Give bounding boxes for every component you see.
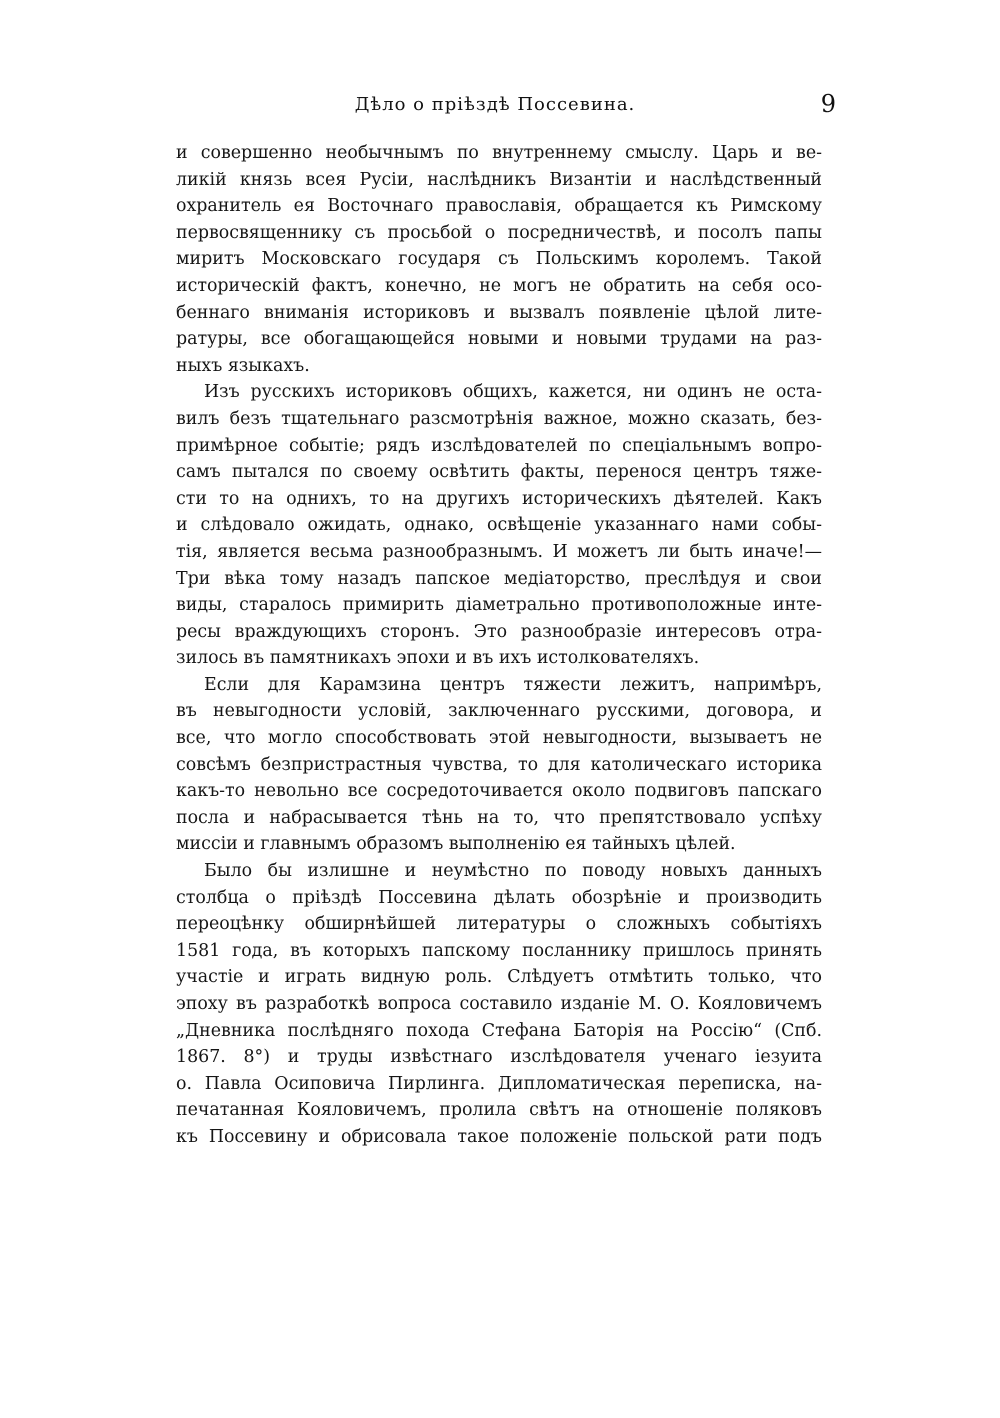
text-line: посла и набрасывается тѣнь на то, что препятствовало успѣху <box>176 807 822 828</box>
body-text <box>176 140 822 1151</box>
text-line: Изъ русскихъ историковъ общихъ, кажется, ни одинъ не оста- <box>204 382 822 403</box>
text-line: въ невыгодности условій, заключеннаго русскими, договора, и <box>176 701 822 722</box>
text-line: все, что могло способствовать этой невыгодности, вызываетъ не <box>176 728 822 749</box>
text-line: какъ-то невольно все сосредоточивается около подвиговъ папскаго <box>176 781 822 802</box>
text-line: участіе и играть видную роль. Слѣдуетъ отмѣтить только, что <box>176 967 822 988</box>
text-line: миритъ Московскаго государя съ Польскимъ королемъ. Такой <box>176 249 822 270</box>
text-line: и слѣдовало ожидать, однако, освѣщеніе указаннаго нами собы- <box>176 515 822 536</box>
text-line: примѣрное событіе; рядъ изслѣдователей по спеціальнымъ вопро- <box>176 435 822 456</box>
running-header <box>150 90 840 124</box>
page-number: 9 <box>820 90 836 118</box>
text-line: вилъ безъ тщательнаго разсмотрѣнія важное, можно сказать, без- <box>176 408 822 429</box>
text-line: ныхъ языкахъ. <box>176 355 310 376</box>
text-line: первосвященнику съ просьбой о посредничествѣ, и посолъ папы <box>176 222 822 243</box>
text-line: Если для Карамзина центръ тяжести лежитъ, напримѣръ, <box>204 674 822 695</box>
paragraph-1 <box>176 140 822 379</box>
text-line: „Дневника послѣдняго похода Стефана Баторія на Россію“ (Спб. <box>176 1020 822 1041</box>
text-line: 1581 года, въ которыхъ папскому посланнику пришлось принять <box>176 940 822 961</box>
text-line: и совершенно необычнымъ по внутреннему смыслу. Царь и ве- <box>176 143 822 163</box>
text-line: зилось въ памятникахъ эпохи и въ ихъ истолкователяхъ. <box>176 648 700 669</box>
text-line: къ Поссевину и обрисовала такое положеніе польской рати подъ <box>176 1126 822 1147</box>
text-line: виды, старалось примирить діаметрально противоположные инте- <box>176 595 822 616</box>
text-line: ратуры, все обогащающейся новыми и новыми трудами на раз- <box>176 329 822 350</box>
running-title: Дѣло о пріѣздѣ Поссевина. <box>354 94 636 115</box>
text-line: охранитель ея Восточнаго православія, обращается къ Римскому <box>176 196 822 217</box>
text-line: историческій фактъ, конечно, не могъ не обратить на себя осо- <box>176 275 822 296</box>
text-line: переоцѣнку обширнѣйшей литературы о сложныхъ событіяхъ <box>176 914 822 935</box>
text-line: самъ пытался по своему освѣтить факты, перенося центръ тяже- <box>176 462 822 483</box>
paragraph-3 <box>176 672 822 858</box>
text-line: эпоху въ разработкѣ вопроса составило изданіе М. О. Кояловичемъ <box>176 994 822 1014</box>
text-line: тія, является весьма разнообразнымъ. И можетъ ли быть иначе!— <box>176 541 822 562</box>
text-line: Три вѣка тому назадъ папское медіаторство, преслѣдуя и свои <box>176 568 822 589</box>
paragraph-2 <box>176 379 822 672</box>
text-line: совсѣмъ безпристрастныя чувства, то для католическаго историка <box>176 754 822 775</box>
text-line: миссіи и главнымъ образомъ выполненію ея тайныхъ цѣлей. <box>176 834 736 855</box>
text-line: ресы враждующихъ сторонъ. Это разнообразіе интересовъ отра- <box>176 621 822 642</box>
text-line: столбца о пріѣздѣ Поссевина дѣлать обозрѣніе и производить <box>176 887 822 908</box>
text-line: сти то на однихъ, то на другихъ историческихъ дѣятелей. Какъ <box>176 488 822 509</box>
text-line: беннаго вниманія историковъ и вызвалъ появленіе цѣлой лите- <box>176 302 822 323</box>
paragraph-4 <box>176 858 822 1151</box>
text-line: 1867. 8°) и труды извѣстнаго изслѣдователя ученаго іезуита <box>176 1047 822 1068</box>
text-line: ликій князь всея Русіи, наслѣдникъ Византіи и наслѣдственный <box>176 169 822 190</box>
text-line: Было бы излишне и неумѣстно по поводу новыхъ данныхъ <box>204 861 822 882</box>
text-line: печатанная Кояловичемъ, пролила свѣтъ на отношеніе поляковъ <box>176 1100 822 1121</box>
text-line: о. Павла Осиповича Пирлинга. Дипломатическая переписка, на- <box>176 1073 822 1094</box>
